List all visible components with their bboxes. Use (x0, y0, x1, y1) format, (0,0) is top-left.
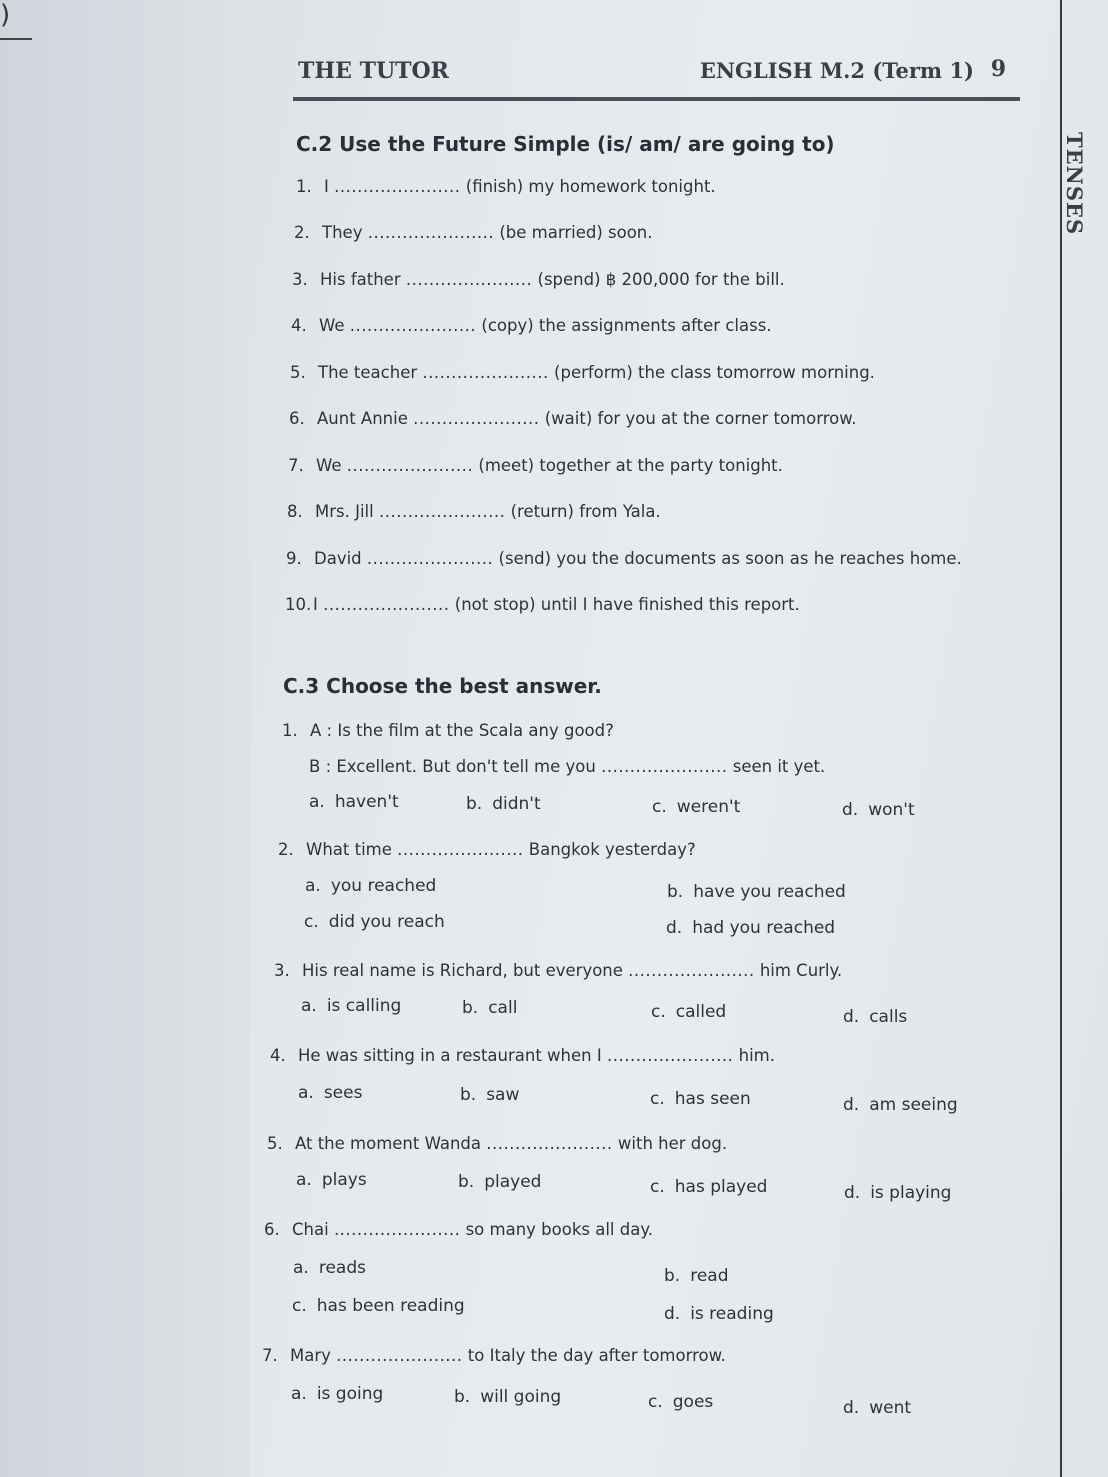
c2-item (291, 316, 772, 335)
item-subject: David (314, 549, 362, 568)
question-number: 3. (274, 961, 290, 980)
option-d[interactable]: d. calls (843, 1007, 908, 1027)
item-number: 4. (291, 316, 307, 335)
question-rest: to Italy the day after tomorrow. (467, 1346, 726, 1365)
c2-item (294, 223, 653, 242)
option-d[interactable]: d. is playing (844, 1183, 952, 1203)
item-subject: They (322, 223, 363, 242)
item-rest: (perform) the class tomorrow morning. (554, 363, 875, 382)
question-text: At the moment Wanda (295, 1134, 482, 1153)
c2-item (292, 270, 785, 289)
option-b[interactable]: b. call (462, 998, 518, 1018)
option-b[interactable]: b. played (458, 1172, 542, 1192)
speaker-b: B : (309, 757, 332, 776)
c3-question (264, 1220, 653, 1239)
item-number: 2. (294, 223, 310, 242)
page-header (296, 58, 1020, 88)
option-a[interactable]: a. haven't (309, 792, 399, 812)
option-c[interactable]: c. has seen (650, 1089, 751, 1109)
option-c[interactable]: c. has been reading (292, 1296, 465, 1316)
item-rest: (be married) soon. (499, 223, 653, 242)
item-rest: (wait) for you at the corner tomorrow. (544, 409, 857, 428)
fold-mark: ) (0, 0, 11, 30)
option-b[interactable]: b. read (664, 1266, 729, 1286)
item-number: 6. (289, 409, 305, 428)
item-subject: His father (320, 270, 401, 289)
answer-blank: ...................... (486, 1134, 613, 1153)
answer-blank: ...................... (378, 502, 506, 521)
item-rest: (send) you the documents as soon as he reaches home. (498, 549, 962, 568)
answer-blank: ...................... (628, 961, 755, 980)
option-d[interactable]: d. had you reached (666, 918, 836, 938)
speaker-b-text: Excellent. But don't tell me you (336, 757, 596, 776)
option-d[interactable]: d. won't (842, 800, 915, 820)
option-c[interactable]: c. called (651, 1002, 727, 1022)
speaker-a-text: Is the film at the Scala any good? (337, 721, 614, 740)
answer-blank: ...................... (422, 363, 549, 382)
option-d[interactable]: d. am seeing (843, 1095, 958, 1115)
option-b[interactable]: b. have you reached (667, 882, 846, 902)
option-d[interactable]: d. went (843, 1398, 912, 1418)
answer-blank: ...................... (334, 177, 461, 196)
book-gutter (0, 0, 250, 1477)
side-tab (1062, 132, 1092, 282)
c3-question (267, 1134, 727, 1153)
answer-blank: ...................... (349, 316, 477, 335)
page-number: 9 (990, 56, 1006, 82)
question-number: 5. (267, 1134, 283, 1153)
answer-blank: ...................... (333, 1220, 461, 1239)
c3-question (282, 721, 614, 740)
item-rest: (not stop) until I have finished this report. (454, 595, 800, 614)
item-number: 8. (287, 502, 303, 521)
c3-question (270, 1046, 775, 1065)
option-c[interactable]: c. did you reach (304, 912, 445, 932)
c2-item (285, 595, 800, 614)
question-number: 4. (270, 1046, 286, 1065)
c3-question (278, 840, 696, 859)
answer-blank: ...................... (601, 757, 728, 776)
header-right-title: ENGLISH M.2 (Term 1) (699, 58, 974, 83)
option-c[interactable]: c. goes (648, 1392, 714, 1412)
answer-blank: ...................... (336, 1346, 463, 1365)
item-number: 3. (292, 270, 308, 289)
item-subject: We (316, 456, 342, 475)
c3-question-line (309, 757, 825, 776)
option-b[interactable]: b. saw (460, 1085, 520, 1105)
question-number: 7. (262, 1346, 278, 1365)
option-c[interactable]: c. has played (650, 1177, 768, 1197)
question-rest: Bangkok yesterday? (528, 840, 696, 859)
item-number: 1. (296, 177, 312, 196)
speaker-a: A : (310, 721, 333, 740)
answer-blank: ...................... (346, 456, 474, 475)
question-number: 1. (282, 721, 298, 740)
question-text: Chai (292, 1220, 329, 1239)
item-number: 7. (288, 456, 304, 475)
item-rest: (finish) my homework tonight. (465, 177, 716, 196)
question-number: 2. (278, 840, 294, 859)
item-rest: (meet) together at the party tonight. (478, 456, 783, 475)
c3-question (274, 961, 842, 980)
question-rest: so many books all day. (465, 1220, 653, 1239)
section-c3-title: C.3 Choose the best answer. (283, 674, 602, 698)
answer-blank: ...................... (405, 270, 533, 289)
item-rest: (return) from Yala. (510, 502, 661, 521)
answer-blank: ...................... (366, 549, 494, 568)
answer-blank: ...................... (323, 595, 450, 614)
section-c2-title: C.2 Use the Future Simple (is/ am/ are going to) (296, 132, 835, 156)
speaker-b-rest: seen it yet. (732, 757, 826, 776)
item-number: 10. (285, 595, 312, 614)
item-number: 9. (286, 549, 302, 568)
option-c[interactable]: c. weren't (652, 797, 741, 817)
option-a[interactable]: a. you reached (305, 876, 437, 896)
c3-question (262, 1346, 726, 1365)
option-b[interactable]: b. will going (454, 1387, 562, 1407)
option-b[interactable]: b. didn't (466, 794, 541, 814)
c2-item (289, 409, 856, 428)
option-a[interactable]: a. is going (291, 1384, 384, 1404)
question-rest: with her dog. (617, 1134, 728, 1153)
c2-item (296, 177, 716, 196)
c2-item (288, 456, 783, 475)
header-rule (293, 97, 1020, 101)
option-d[interactable]: d. is reading (664, 1304, 774, 1324)
fold-line (0, 38, 32, 40)
item-subject: Mrs. Jill (315, 502, 374, 521)
option-a[interactable]: a. is calling (301, 996, 402, 1016)
c2-item (286, 549, 962, 568)
side-tab-label: TENSES (1062, 132, 1087, 236)
answer-blank: ...................... (413, 409, 540, 428)
question-rest: him. (738, 1046, 775, 1065)
question-text: His real name is Richard, but everyone (302, 961, 623, 980)
header-left-title: THE TUTOR (298, 58, 449, 84)
question-text: Mary (290, 1346, 331, 1365)
question-number: 6. (264, 1220, 280, 1239)
item-subject: Aunt Annie (317, 409, 408, 428)
item-number: 5. (290, 363, 306, 382)
option-a[interactable]: a. sees (298, 1083, 363, 1103)
option-a[interactable]: a. reads (293, 1258, 366, 1278)
question-rest: him Curly. (759, 961, 843, 980)
answer-blank: ...................... (367, 223, 495, 242)
item-subject: The teacher (318, 363, 418, 382)
item-subject: I (313, 595, 318, 614)
c2-item (290, 363, 875, 382)
question-text: He was sitting in a restaurant when I (298, 1046, 602, 1065)
item-subject: We (319, 316, 345, 335)
option-a[interactable]: a. plays (296, 1170, 367, 1190)
question-text: What time (306, 840, 392, 859)
c2-item (287, 502, 661, 521)
item-rest: (spend) ฿ 200,000 for the bill. (537, 270, 785, 289)
item-rest: (copy) the assignments after class. (481, 316, 772, 335)
item-subject: I (324, 177, 329, 196)
answer-blank: ...................... (397, 840, 524, 859)
answer-blank: ...................... (606, 1046, 734, 1065)
